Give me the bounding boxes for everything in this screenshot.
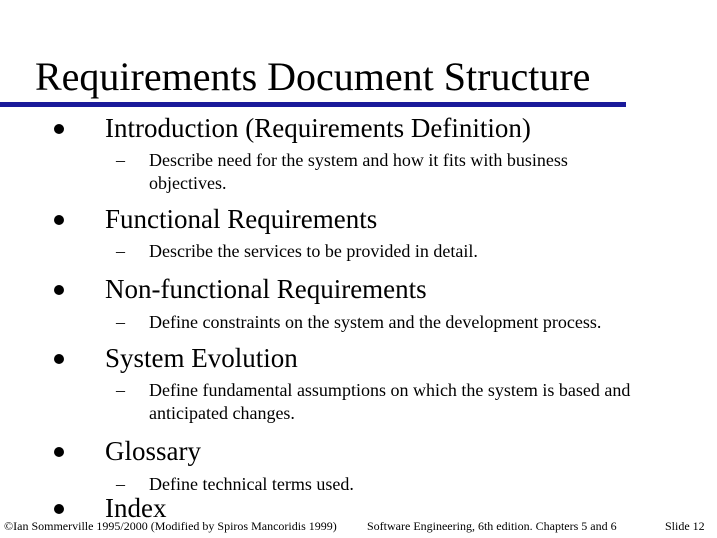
title-underline (0, 102, 626, 107)
bullet-label: System Evolution (105, 343, 298, 373)
slide-title: Requirements Document Structure (35, 54, 591, 99)
sub-item-text: Describe need for the system and how it fits with business objectives. (149, 150, 568, 193)
sub-item-text: Define constraints on the system and the development process. (149, 312, 602, 332)
bullet-dot-icon (54, 215, 64, 225)
footer-book-reference: Software Engineering, 6th edition. Chapters 5 and 6 (367, 519, 617, 533)
sub-dash: – (116, 241, 125, 261)
sub-item-text: Describe the services to be provided in detail. (149, 241, 478, 261)
bullet-label: Index (105, 493, 167, 523)
bullet-dot-icon (54, 447, 64, 457)
sub-item-text: Define fundamental assumptions on which the system is based and anticipated changes. (149, 380, 631, 423)
bullet-dot-icon (54, 354, 64, 364)
sub-dash: – (116, 150, 125, 170)
bullet-dot-icon (54, 504, 64, 514)
bullet-label: Functional Requirements (105, 204, 378, 234)
sub-dash: – (116, 380, 125, 400)
footer-slide-number: Slide 12 (665, 519, 705, 533)
footer-copyright: ©Ian Sommerville 1995/2000 (Modified by Spiros Mancoridis 1999) (4, 519, 337, 533)
bullet-dot-icon (54, 124, 64, 134)
sub-dash: – (116, 474, 125, 494)
bullet-label: Non-functional Requirements (105, 274, 427, 304)
bullet-dot-icon (54, 285, 64, 295)
bullet-label: Glossary (105, 436, 201, 466)
bullet-label: Introduction (Requirements Definition) (105, 113, 531, 143)
sub-dash: – (116, 312, 125, 332)
sub-item-text: Define technical terms used. (149, 474, 354, 494)
